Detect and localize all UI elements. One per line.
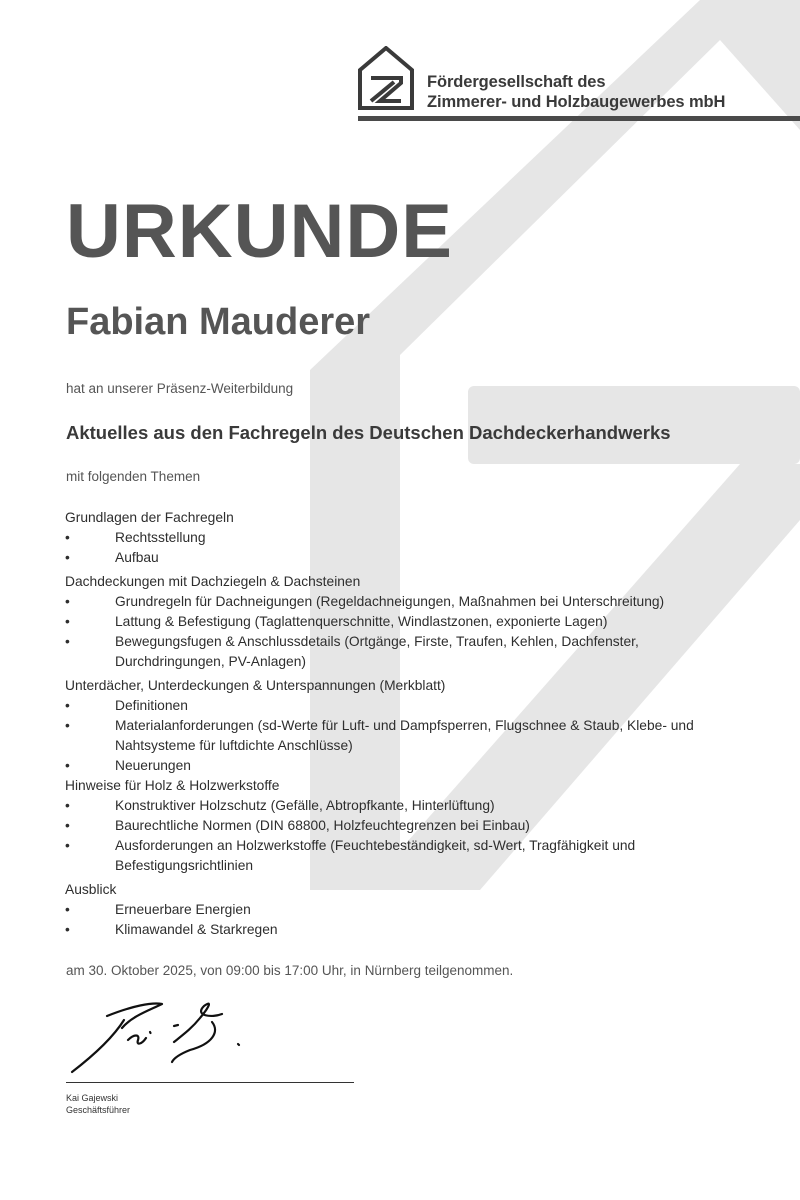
section-title: Dachdeckungen mit Dachziegeln & Dachsteinen (65, 574, 361, 589)
signature-line (66, 1082, 354, 1083)
org-name (427, 72, 725, 112)
list-item-text: Klimawandel & Starkregen (115, 922, 278, 937)
list-item (65, 796, 745, 816)
org-name-line1: Fördergesellschaft des (427, 73, 606, 91)
list-item (65, 612, 745, 632)
section-title: Hinweise für Holz & Holzwerkstoffe (65, 778, 280, 793)
list-item (65, 592, 745, 612)
closing-text: am 30. Oktober 2025, von 09:00 bis 17:00 Uhr, in Nürnberg teilgenommen. (66, 963, 514, 978)
list-item-text: Neuerungen (115, 758, 191, 773)
org-logo (358, 46, 800, 126)
header-rule (358, 116, 800, 121)
bullet: • (65, 594, 70, 609)
signer-name: Kai Gajewski (66, 1093, 119, 1103)
list-item (65, 900, 745, 920)
topics-intro: mit folgenden Themen (66, 469, 201, 484)
org-name-line2: Zimmerer- und Holzbaugewerbes mbH (427, 93, 726, 111)
bullet: • (65, 798, 70, 813)
bullet: • (65, 718, 70, 733)
list-item-text: Lattung & Befestigung (Taglattenquerschnitte, Windlastzonen, exponierte Lagen) (115, 614, 608, 629)
section-title: Grundlagen der Fachregeln (65, 510, 234, 525)
course-title: Aktuelles aus den Fachregeln des Deutschen Dachdeckerhandwerks (66, 422, 671, 443)
certificate-title: URKUNDE (66, 189, 453, 274)
list-item-text: Aufbau (115, 550, 159, 565)
list-item-text: Baurechtliche Normen (DIN 68800, Holzfeuchtegrenzen bei Einbau) (115, 818, 530, 833)
list-item-text: Bewegungsfugen & Anschlussdetails (Ortgänge, Firste, Traufen, Kehlen, Dachfenster, Durchdringungen, PV-Anlagen) (115, 634, 639, 669)
list-item (65, 548, 745, 568)
bullet: • (65, 530, 70, 545)
house-z-logo-icon (358, 46, 414, 112)
list-item (65, 816, 745, 836)
list-item-text: Definitionen (115, 698, 188, 713)
recipient-name: Fabian Mauderer (66, 301, 371, 343)
list-item (65, 920, 745, 940)
list-item-text: Ausforderungen an Holzwerkstoffe (Feuchtebeständigkeit, sd-Wert, Tragfähigkeit und Befestigungsrichtlinien (115, 838, 636, 873)
list-item-text: Grundregeln für Dachneigungen (Regeldachneigungen, Maßnahmen bei Unterschreitung) (115, 594, 665, 609)
list-item-text: Konstruktiver Holzschutz (Gefälle, Abtropfkante, Hinterlüftung) (115, 798, 495, 813)
bullet: • (65, 902, 70, 917)
list-item-text: Erneuerbare Energien (115, 902, 251, 917)
bullet: • (65, 758, 70, 773)
list-item (65, 528, 745, 548)
list-item (65, 756, 745, 776)
section-title: Ausblick (65, 882, 117, 897)
list-item (65, 696, 745, 716)
signer-role: Geschäftsführer (66, 1105, 131, 1115)
signature-icon (62, 988, 262, 1078)
list-item (65, 836, 745, 876)
bullet: • (65, 614, 70, 629)
bullet: • (65, 550, 70, 565)
bullet: • (65, 922, 70, 937)
bullet: • (65, 818, 70, 833)
bullet: • (65, 698, 70, 713)
signer-block (66, 1092, 130, 1116)
list-item-text: Materialanforderungen (sd-Werte für Luft- und Dampfsperren, Flugschnee & Staub, Klebe- und Nahtsysteme für luftdichte Anschlüsse) (115, 718, 694, 753)
bullet: • (65, 838, 70, 853)
list-item-text: Rechtsstellung (115, 530, 206, 545)
list-item (65, 716, 745, 756)
topics-list (65, 508, 745, 940)
intro-text: hat an unserer Präsenz-Weiterbildung (66, 381, 294, 396)
list-item (65, 632, 745, 672)
bullet: • (65, 634, 70, 649)
section-title: Unterdächer, Unterdeckungen & Unterspannungen (Merkblatt) (65, 678, 446, 693)
